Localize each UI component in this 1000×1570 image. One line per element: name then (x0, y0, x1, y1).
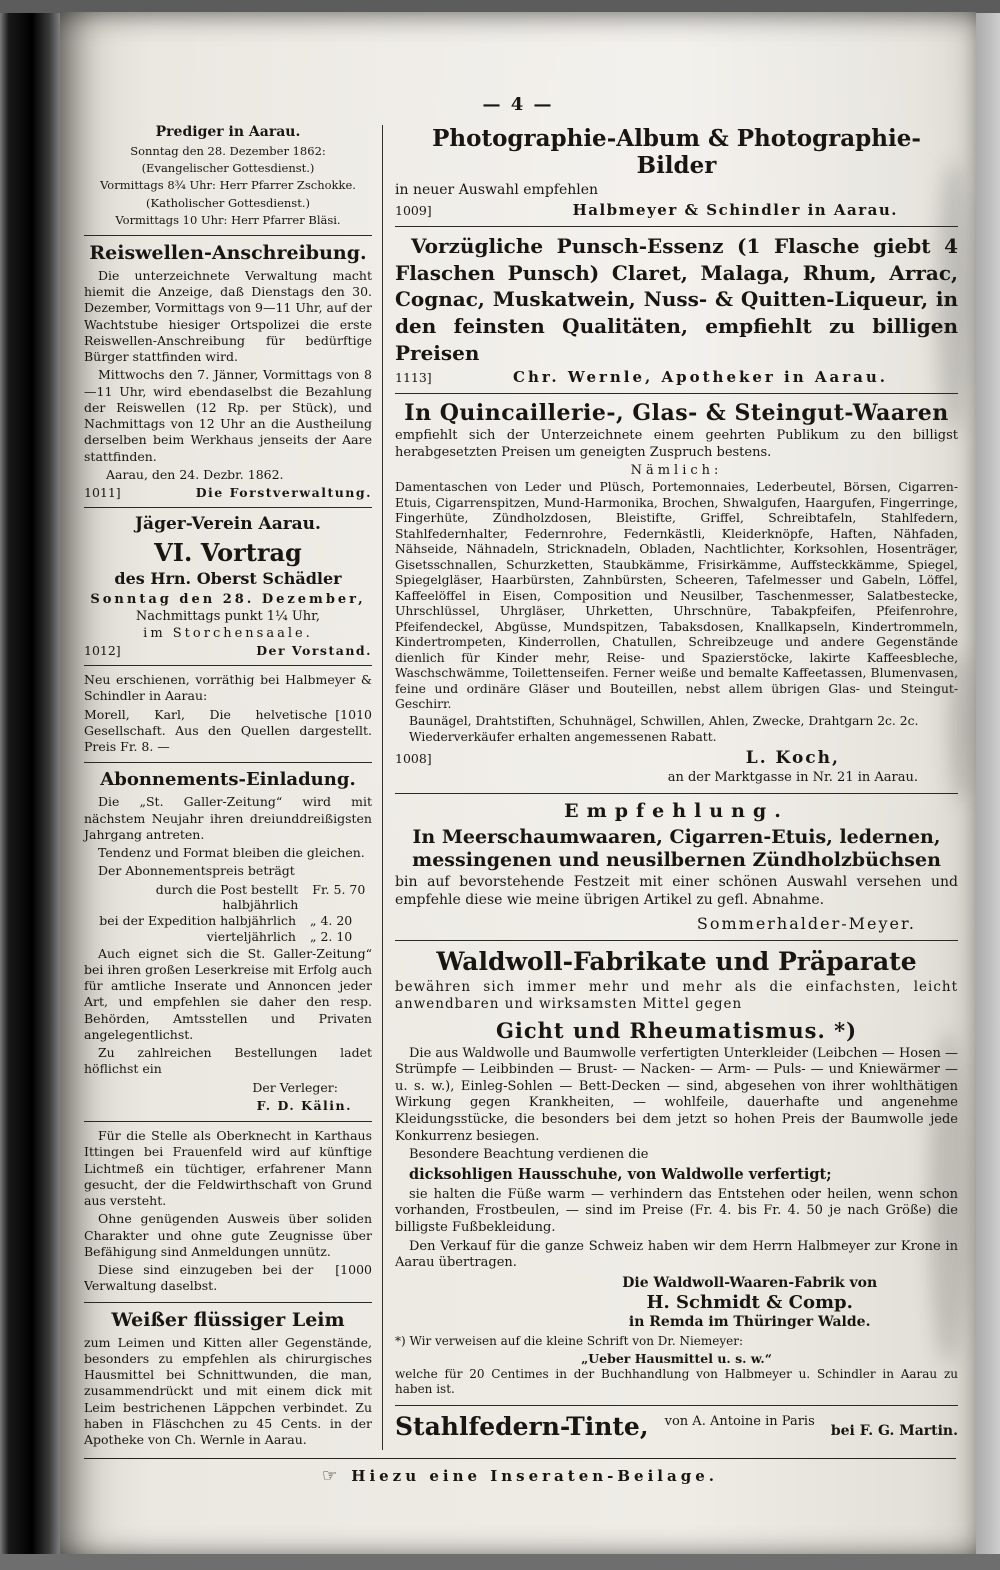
section-jaeger-verein (84, 514, 372, 658)
text-line: Vormittags 10 Uhr: Herr Pfarrer Bläsi. (115, 212, 341, 227)
price-row (84, 929, 372, 944)
right-column (395, 121, 958, 1450)
price-value: „ 2. 10 (310, 928, 353, 944)
ad-address: an der Marktgasse in Nr. 21 in Aarau. (667, 769, 918, 785)
paragraph: bin auf bevorstehende Festzeit mit einer schönen Auswahl versehen und empfehle diese wie meine übrigen Artikel zu gefl. Abnahme. (395, 874, 958, 909)
section-title: Prediger in Aarau. (155, 124, 301, 140)
section-divider (395, 393, 958, 394)
section-abonnement (84, 769, 372, 1114)
section-divider (84, 1302, 372, 1303)
paragraph: bewähren sich immer mehr und mehr als die einfachsten, leicht anwendbaren und wirksamsten Mittel gegen (395, 978, 958, 1013)
ad-signature-block (668, 748, 958, 787)
section-title: In Quincaillerie-, Glas- & Steingut-Waaren (404, 400, 949, 427)
section-divider (395, 226, 958, 227)
page-footer (84, 1458, 956, 1486)
venue-line: im Storchensaale. (143, 626, 313, 642)
ad-signature: Sommerhalder-Meyer. (696, 913, 916, 933)
binding-edge (0, 0, 62, 1570)
section-oberknecht (84, 1128, 372, 1295)
paragraph (84, 707, 372, 756)
page-number: — 4 — (482, 94, 554, 115)
publisher-line: Der Verleger: (252, 1079, 338, 1095)
section-divider (395, 1405, 958, 1406)
date-line: Aarau, den 24. Dezbr. 1862. (106, 466, 284, 482)
ad-footer-row (84, 643, 372, 658)
paragraph: Die „St. Galler-Zeitung“ wird mit nächstem Neujahr ihren dreiunddreißigsten Jahrgang antreten. (84, 794, 372, 842)
section-title: Jäger-Verein Aarau. (135, 514, 321, 535)
ad-signature: Der Vorstand. (256, 643, 372, 659)
section-book-ad (84, 672, 372, 755)
price-label: vierteljährlich (206, 928, 296, 944)
price-value: Fr. 5. 70 (312, 881, 366, 897)
pointing-hand-icon: ☞ (322, 1466, 338, 1487)
section-waldwoll (395, 947, 958, 1398)
footnote: *) Wir verweisen auf die kleine Schrift von Dr. Niemeyer: (395, 1333, 744, 1348)
page-bottom-edge (0, 1554, 1000, 1570)
subtitle: in neuer Auswahl empfehlen (395, 182, 599, 198)
scan-smudge (928, 1032, 968, 1362)
ad-signature: Halbmeyer & Schindler in Aarau. (572, 201, 898, 220)
seller-line: bei F. G. Martin. (830, 1422, 958, 1439)
paragraph: zum Leimen und Kitten aller Gegenstände, besonders zu empfehlen als chirurgisches Hausmittel bei Schnittwunden, die man, zusammendrückt und mit einem dick mit Leim bestrichenen Läppchen verbindet. Zu haben in Fläschchen zu 45 Cents. in der Apotheke von Ch. Wernle in Aarau. (84, 1334, 372, 1448)
paragraph: Die unterzeichnete Verwaltung macht hiemit die Anzeige, daß Dienstags den 30. Dezember, Vormittags von 9—11 Uhr, auf der Wachtstube hiesiger Ortspolizei die erste Reiswellen-Anschreibung für bedürftige Bürger stattfinden wird. (84, 267, 372, 365)
scan-smudge (948, 652, 974, 802)
section-title: Waldwoll-Fabrikate und Präparate (436, 946, 917, 976)
emphasis-line: dicksohligen Hausschuhe, von Waldwolle verfertigt; (409, 1165, 832, 1183)
section-divider (84, 665, 372, 666)
lecture-title: VI. Vortrag (154, 538, 302, 568)
section-tinte (395, 1412, 958, 1441)
price-row (84, 882, 372, 912)
ad-signature: Chr. Wernle, Apotheker in Aarau. (513, 368, 888, 387)
ad-footer-row (395, 201, 958, 219)
section-empfehlung (395, 800, 958, 932)
headline-line: In Meerschaumwaaren, Cigarren-Etuis, ledernen, (412, 826, 941, 849)
ad-signature: F. D. Kälin. (256, 1097, 352, 1113)
subheading: Gicht und Rheumatismus. *) (495, 1017, 858, 1043)
paragraph: Der Abonnementspreis beträgt (98, 863, 295, 879)
section-reiswellen (84, 242, 372, 500)
ad-number: 1113] (395, 370, 432, 386)
price-value: „ 4. 20 (310, 912, 353, 928)
section-divider (395, 940, 958, 941)
closing-line: Diese sind einzugeben bei der Verwaltung daselbst. (84, 1262, 314, 1294)
paragraph: sie halten die Füße warm — verhindern das Entstehen oder heilen, wenn schon vorhanden, Frostbeulen, — sind im Preise (Fr. 4. bis Fr. 4. 50 je nach Größe) die billigste Fußbekleidung. (395, 1186, 958, 1236)
lecturer-line: des Hrn. Oberst Schädler (114, 569, 342, 589)
paragraph: Den Verkauf für die ganze Schweiz haben wir dem Herrn Halbmeyer zur Krone in Aarau übertragen. (395, 1238, 958, 1271)
ad-signature: L. Koch, (745, 747, 840, 768)
paragraph: Baunägel, Drahtstiften, Schuhnägel, Schwillen, Ahlen, Zwecke, Drahtgarn 2c. 2c. (409, 713, 919, 728)
paragraph: Auch eignet sich die St. Galler-Zeitung“ bei ihren großen Leserkreise mit Erfolg auch für amtliche Inserate und Annoncen jeder Art, und empfehlen sie daher den resp. Behörden, Amtsstellen und Privaten angelegentlichst. (84, 945, 372, 1042)
paragraph: Tendenz und Format bleiben die gleichen. (98, 845, 365, 861)
newspaper-page (60, 12, 976, 1554)
section-title: Weißer flüssiger Leim (111, 1308, 345, 1331)
left-column (84, 121, 372, 1450)
section-leim (84, 1309, 372, 1449)
section-title: Photographie-Album & Photographie-Bilder (432, 125, 921, 179)
book-description: Morell, Karl, Die helvetische Gesellschaft. Aus den Quellen dargestellt. Preis Fr. 8. — (84, 706, 372, 755)
maker-line: von A. Antoine in Paris (664, 1413, 815, 1429)
paragraph: empfiehlt sich der Unterzeichnete einem geehrten Publikum zu den billigst herabgesetzten Preisen um geneigten Zuspruch bestens. (395, 428, 958, 460)
footnote: welche für 20 Centimes in der Buchhandlung von Halbmeyer u. Schindler in Aarau zu haben ist. (395, 1366, 958, 1397)
ad-number: 1012] (84, 643, 121, 659)
price-label: durch die Post bestellt halbjährlich (155, 881, 299, 912)
paragraph (84, 1262, 372, 1295)
ad-signature: Die Forstverwaltung. (195, 485, 372, 501)
column-divider (382, 125, 383, 1450)
paragraph: Mittwochs den 7. Jänner, Vormittags von 8—11 Uhr, wird ebendaselbst die Bezahlung der Reiswellen (12 Rp. per Stück), und Nachmittags von 12 Uhr an die Austheilung derselben beim Werkhaus jenseits der Aare stattfinden. (84, 367, 372, 464)
ad-footer-row (395, 748, 958, 787)
factory-location: in Remda im Thüringer Walde. (628, 1313, 871, 1330)
paragraph: Wiederverkäufer erhalten angemessenen Rabatt. (409, 730, 717, 745)
section-title: Abonnements-Einladung. (100, 769, 356, 791)
paragraph: Für die Stelle als Oberknecht in Karthaus Ittingen bei Frauenfeld wird auf künftige Lichtmeß ein tüchtiger, erfahrener Mann gesucht, der die Feldwirthschaft von Grund aus versteht. (84, 1128, 372, 1209)
section-divider (84, 507, 372, 508)
section-divider (84, 1121, 372, 1122)
section-divider (84, 235, 372, 236)
text-line: (Evangelischer Gottesdienst.) (141, 161, 315, 176)
ad-number: [1010 (335, 706, 372, 722)
footer-text: Hiezu eine Inseraten-Beilage. (351, 1467, 718, 1486)
ad-text: Vorzügliche Punsch-Essenz (1 Flasche giebt 4 Flaschen Punsch) Claret, Malaga, Rhum, Arrac, Cognac, Muskatwein, Nuss- & Quitten-Liqueur, in den feinsten Qualitäten, empfiehlt zu billigen Preisen (395, 234, 958, 365)
ad-number: [1000 (335, 1262, 372, 1278)
section-punsch (395, 233, 958, 386)
paragraph: Zu zahlreichen Bestellungen ladet höflichst ein (84, 1045, 372, 1077)
factory-name: H. Schmidt & Comp. (646, 1291, 853, 1313)
text-line: Vormittags 8¾ Uhr: Herr Pfarrer Zschokke. (100, 178, 356, 193)
date-line: Sonntag den 28. Dezember, (90, 592, 366, 608)
section-photographie (395, 125, 958, 219)
paragraph: Neu erschienen, vorräthig bei Halbmeyer & Schindler in Aarau: (84, 672, 372, 704)
price-row (84, 913, 372, 928)
section-divider (395, 793, 958, 794)
text-line: Sonntag den 28. Dezember 1862: (130, 144, 326, 158)
page-right-edge (974, 0, 1000, 1570)
time-line: Nachmittags punkt 1¼ Uhr, (135, 609, 321, 625)
ad-number: 1009] (395, 203, 432, 219)
price-label: bei der Expedition halbjährlich (99, 912, 296, 928)
goods-list: Damentaschen von Leder und Plüsch, Portemonnaies, Lederbeutel, Börsen, Cigarren-Etuis, Cigarrenspitzen, Mund-Harmonika, Brochen, Shwalgufen, Haargufen, Fingerringe, Fingerhüte, Zündholzdosen, Bleistifte, Griffel, Schreibtafeln, Stahlfedern, Stahlfedernhalter, Federnrohre, Federnkästli, Kleiderknöpfe, Haften, Nähfaden, Nähseide, Nähnadeln, Stricknadeln, Obladen, Nachtlichter, Korksohlen, Hosenträger, Gisetsschnallen, Schurzketten, Staubkämme, Frisirkämme, Auffsteckkämme, Spiegel, Spiegelgläser, Haarbürsten, Zahnbürsten, Scheeren, Tafelmesser und Gabeln, Löffel, Kaffeelöffel in Eisen, Composition und Neusilber, Taschenmesser, Salatbestecke, Uhrschlüssel, Uhrgläser, Uhrketten, Uhrschnüre, Tabakpfeifen, Pfeifenrohre, Pfeifendeckel, Abgüsse, Mundspitzen, Tabaksdosen, Knallkapseln, Kindertrommeln, Kindertrompeten, Kinderrollen, Chatullen, Schreibzeuge und andere Gegenstände dienlich für Kinder mehr, Reise- und Spazierstöcke, lakirte Kaffeesbleche, Waschschwämme, Toilettenseifen. Ferner weiße und bemalte Kaffeetassen, Blumenvasen, feine und ordinäre Gläser und Bouteillen, nebst allem übrigen Glas- und Steingut-Geschirr. (395, 480, 958, 712)
product-title: Stahlfedern-Tinte, (395, 1411, 649, 1441)
ad-footer-row (84, 485, 372, 500)
footnote-title: „Ueber Hausmittel u. s. w.“ (581, 1350, 772, 1366)
section-divider (84, 762, 372, 763)
paragraph: Besondere Beachtung verdienen die (409, 1147, 649, 1163)
ad-number: 1008] (395, 750, 432, 766)
section-quincaillerie (395, 400, 958, 786)
headline-line: messingenen und neusilbernen Zündholzbüchsen (412, 849, 941, 872)
scan-smudge (936, 162, 970, 432)
ad-number: 1011] (84, 485, 121, 501)
text-line: (Katholischer Gottesdienst.) (146, 195, 310, 210)
section-prediger (84, 124, 372, 228)
list-intro: Nämlich: (630, 463, 723, 479)
factory-line: Die Waldwoll-Waaren-Fabrik von (622, 1274, 878, 1291)
content-columns (60, 115, 976, 1450)
section-title: Reiswellen-Anschreibung. (89, 241, 367, 264)
section-title: Empfehlung. (564, 800, 789, 823)
paragraph: Ohne genügenden Ausweis über soliden Charakter und ohne gute Zeugnisse über Befähigung sind Anmeldungen unnütz. (84, 1211, 372, 1259)
ad-footer-row (395, 368, 958, 386)
paragraph: Die aus Waldwolle und Baumwolle verfertigten Unterkleider (Leibchen — Hosen — Strümpfe — Leibbinden — Brust- — Nacken- — Arm- — Puls- — und Kniewärmer — u. s. w.), Einleg-Sohlen — Bett-Decken — sind, abgesehen von ihrer wohlthätigen Wirkung gegen Krankheiten, — wohlfeile, dauerhafte und angenehme Kleidungsstücke, die besonders bei dem jetzt so hohen Preis der Baumwolle jede Konkurrenz besiegen. (395, 1045, 958, 1144)
